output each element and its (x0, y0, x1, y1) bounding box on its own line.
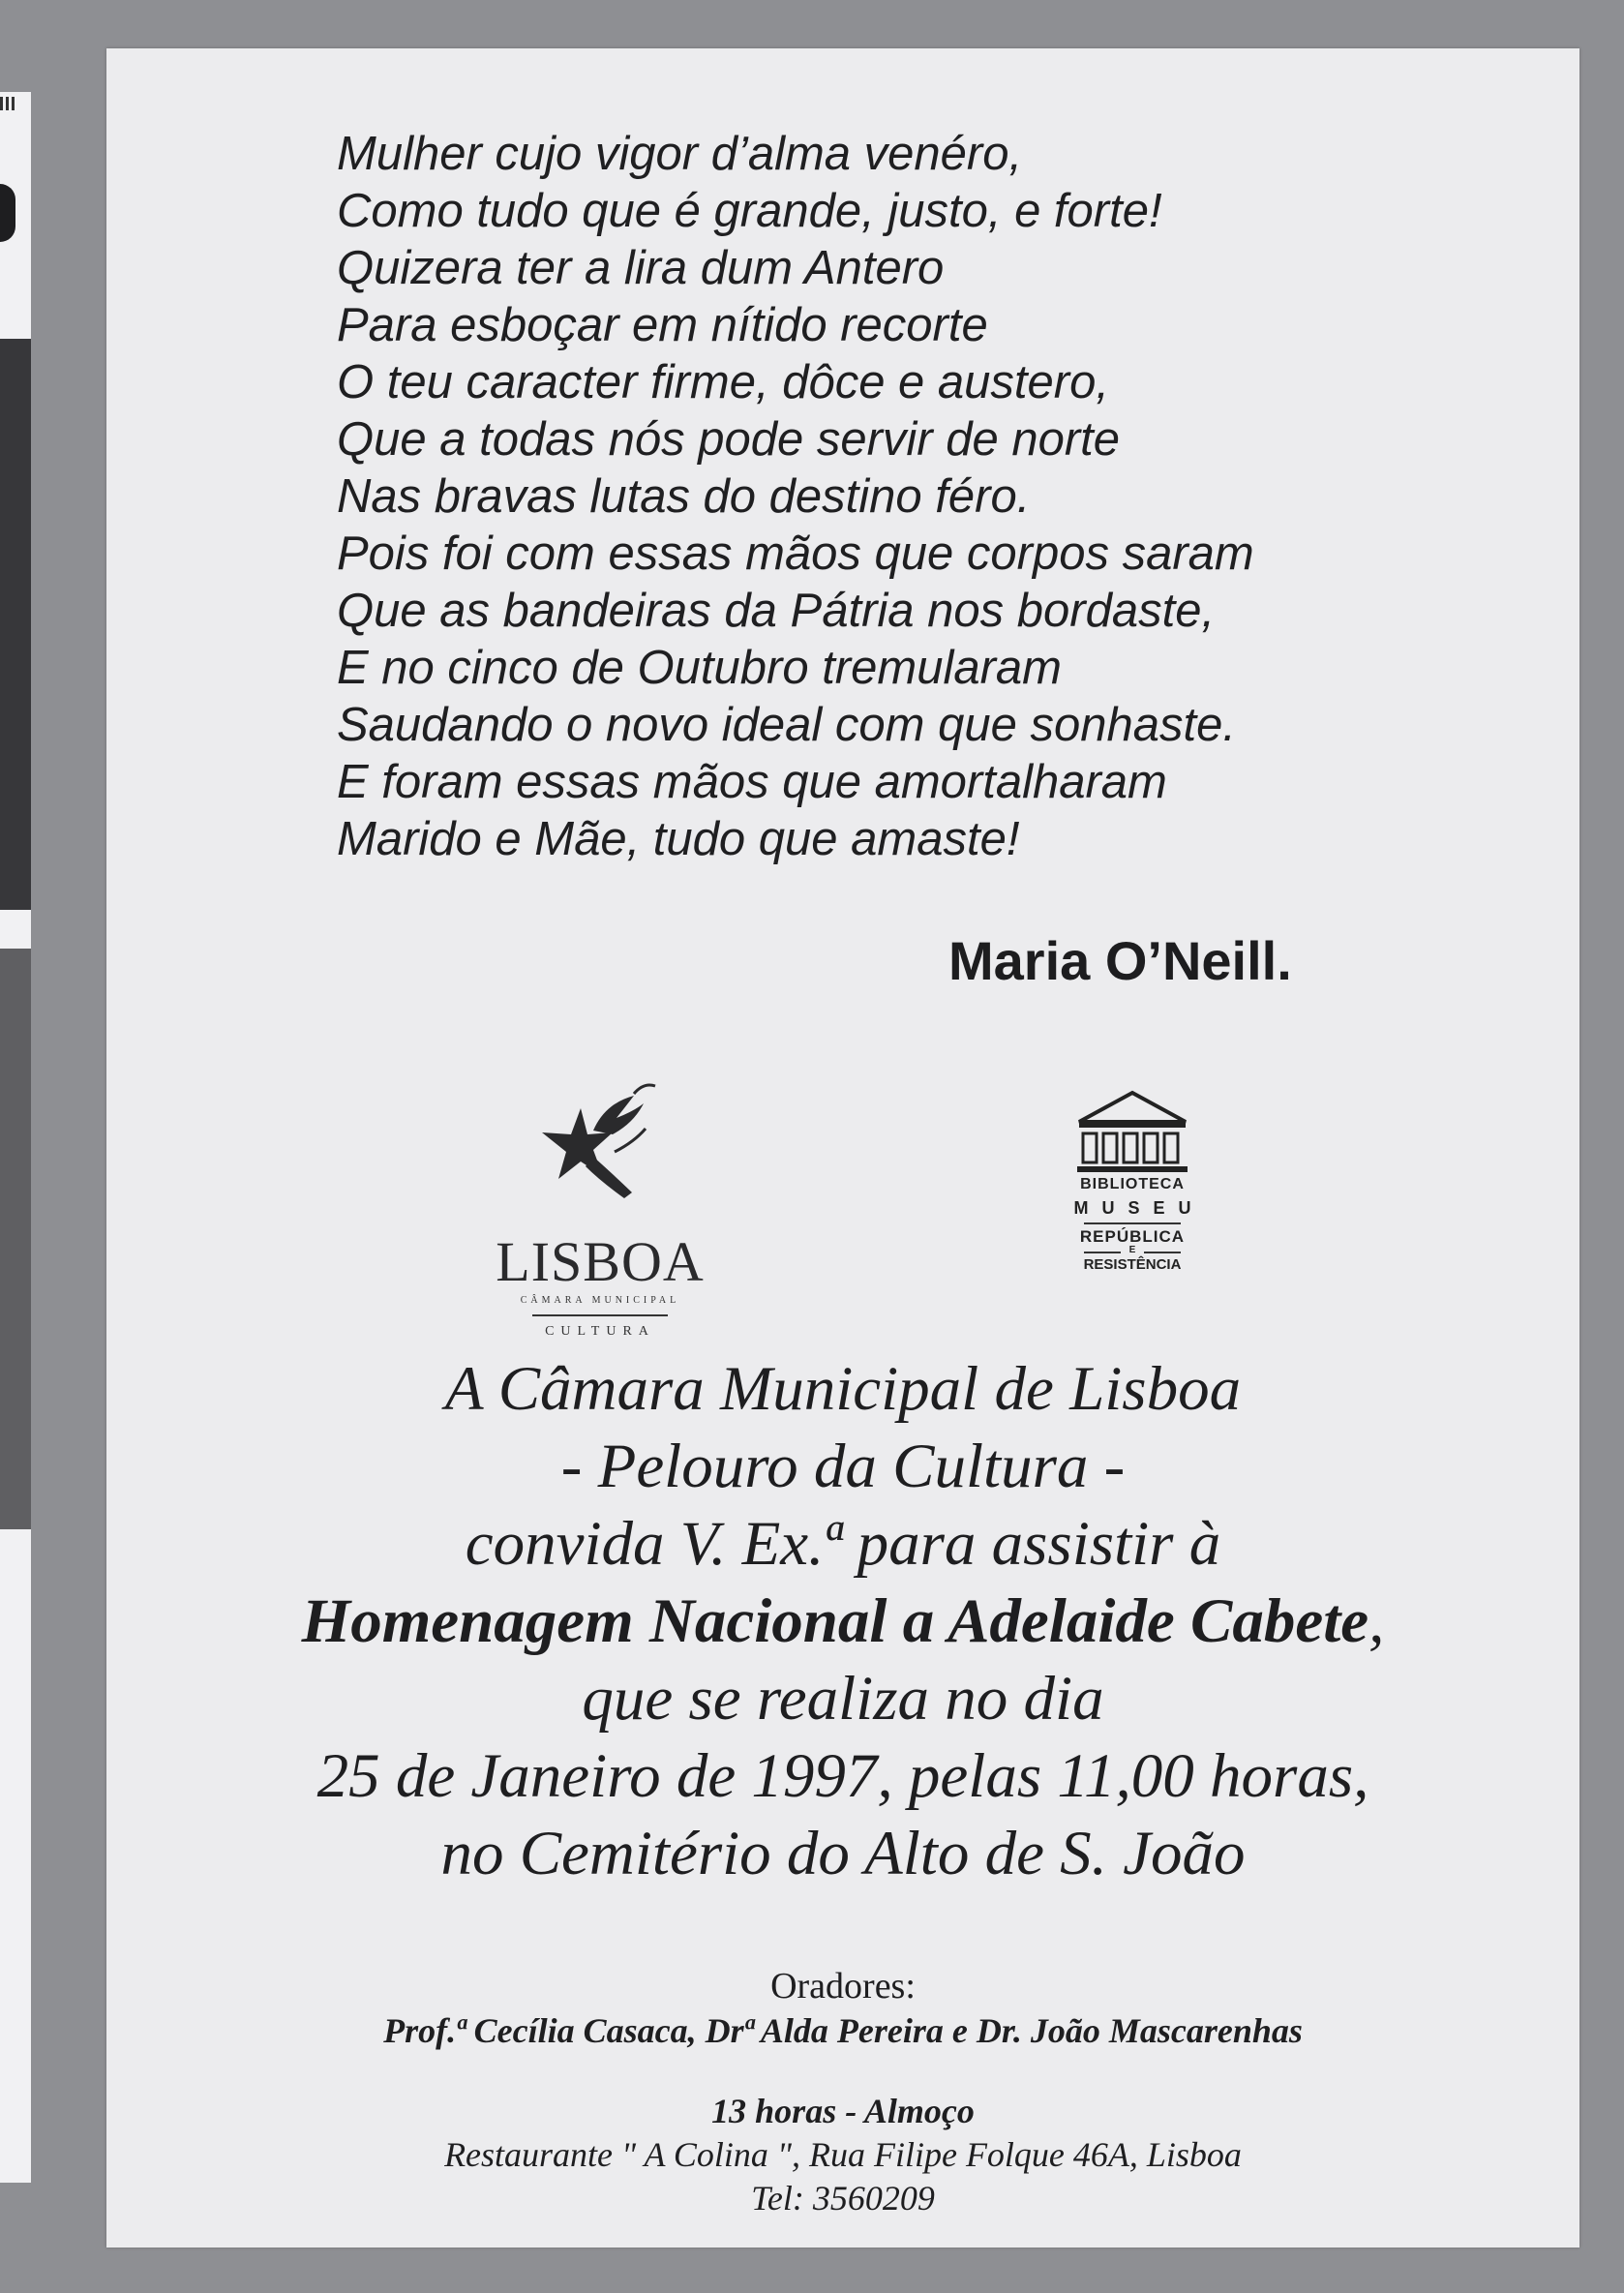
event-date-line: 25 de Janeiro de 1997, pelas 11,00 horas, (316, 1741, 1369, 1811)
lisboa-divider (532, 1314, 668, 1316)
invitation-line: que se realiza no dia (582, 1664, 1104, 1734)
republica-line: REPÚBLICA (1079, 1227, 1186, 1246)
poem-line: Que as bandeiras da Pátria nos bordaste, (337, 585, 1216, 637)
poem-line: Pois foi com essas mãos que corpos saram (337, 528, 1254, 580)
biblioteca-divider (1144, 1252, 1181, 1253)
lunch-title: 13 horas - Almoço (711, 2092, 975, 2130)
invitation-line: A Câmara Municipal de Lisboa (444, 1354, 1242, 1424)
poem-line: Marido e Mãe, tudo que amaste! (337, 813, 1020, 865)
biblioteca-divider (1084, 1222, 1181, 1224)
adjacent-document-mark (0, 184, 15, 242)
lisboa-subtitle: CÂMARA MUNICIPAL (520, 1295, 680, 1306)
poem-line: Para esboçar em nítido recorte (337, 299, 988, 351)
event-title-comma: , (1368, 1586, 1385, 1656)
poem-line: Como tudo que é grande, justo, e forte! (337, 185, 1162, 237)
poem-line: Nas bravas lutas do destino féro. (337, 470, 1031, 523)
lunch-restaurant: Restaurante " A Colina ", Rua Filipe Folque 46A, Lisboa (444, 2135, 1242, 2174)
adjacent-document-tick (0, 97, 3, 110)
invitation-card (106, 48, 1579, 2248)
event-title: Homenagem Nacional a Adelaide Cabete (301, 1586, 1369, 1656)
invitation-line: convida V. Ex.ª para assistir à (465, 1509, 1221, 1579)
speakers-label: Oradores: (770, 1966, 916, 2006)
poem-line: Mulher cujo vigor d’alma venéro, (337, 128, 1023, 180)
adjacent-document-tick (12, 97, 15, 110)
poem-line: E foram essas mãos que amortalharam (337, 756, 1167, 808)
invitation-line: - Pelouro da Cultura - (560, 1432, 1126, 1501)
poem-line: O teu caracter firme, dôce e austero, (337, 356, 1109, 408)
poem (337, 126, 1450, 868)
event-location-line: no Cemitério do Alto de S. João (440, 1819, 1246, 1888)
speakers-names: Prof.ª Cecília Casaca, Drª Alda Pereira e Dr. João Mascarenhas (383, 2011, 1303, 2050)
adjacent-document-grey-band (0, 949, 31, 1529)
conjunction-line: E (1128, 1245, 1136, 1255)
poem-line: E no cinco de Outubro tremularam (337, 642, 1062, 694)
biblioteca-line: BIBLIOTECA (1080, 1176, 1185, 1192)
lisboa-cultura-logo (489, 1074, 711, 1345)
adjacent-document-dark-band (0, 339, 31, 910)
lisboa-wordmark: LISBOA (496, 1230, 705, 1293)
poem-author: Maria O’Neill. (948, 930, 1292, 991)
resistencia-line: RESISTÊNCIA (1083, 1256, 1182, 1273)
lisboa-department: CULTURA (545, 1324, 655, 1339)
building-columns-icon (1060, 1089, 1205, 1186)
lunch-phone: Tel: 3560209 (751, 2179, 935, 2218)
poem-line: Saudando o novo ideal com que sonhaste. (337, 699, 1236, 751)
adjacent-document-tick (6, 97, 9, 110)
poem-line: Quizera ter a lira dum Antero (337, 242, 945, 294)
event-title-line (106, 1583, 1579, 1660)
star-figure-icon (489, 1074, 711, 1239)
biblioteca-museu-logo (1060, 1089, 1205, 1341)
museu-line: MUSEU (1073, 1198, 1205, 1218)
poem-line: Que a todas nós pode servir de norte (337, 413, 1121, 466)
invitation-text (106, 1350, 1579, 1892)
